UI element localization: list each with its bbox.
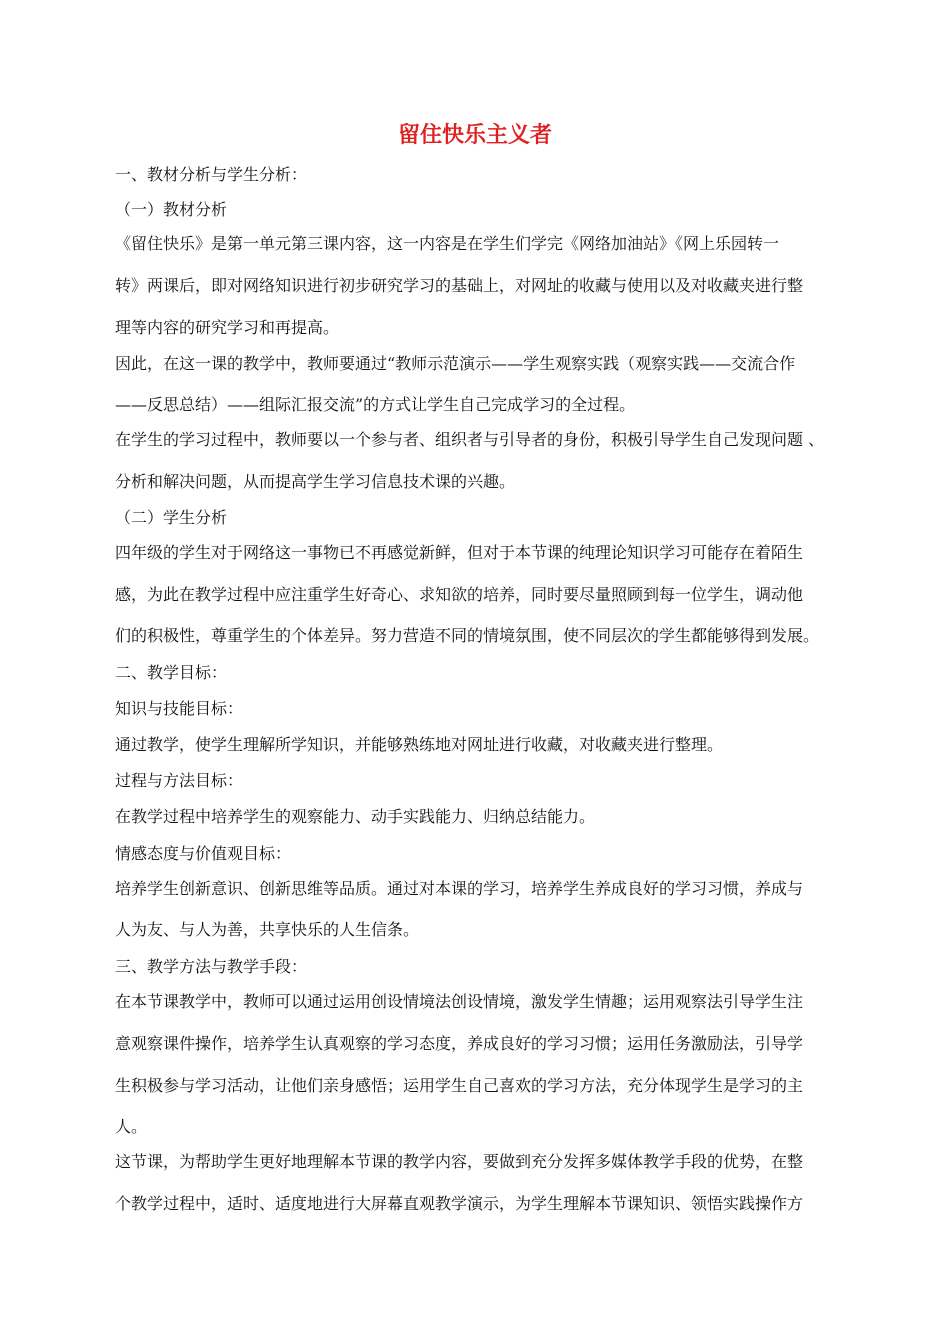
body-line: 一、教材分析与学生分析： <box>115 165 308 184</box>
body-line: 情感态度与价值观目标： <box>115 844 292 863</box>
body-line: 通过教学，使学生理解所学知识，并能够熟练地对网址进行收藏，对收藏夹进行整理。 <box>115 735 724 754</box>
body-line: 知识与技能目标： <box>115 699 244 718</box>
body-line: 三、教学方法与教学手段： <box>115 957 308 976</box>
document-title: 留住快乐主义者 <box>397 123 552 148</box>
body-line: 转》两课后，即对网络知识进行初步研究学习的基础上，对网址的收藏与使用以及对收藏夹进行整 <box>115 276 804 295</box>
body-line: 《留住快乐》是第一单元第三课内容，这一内容是在学生们学完《网络加油站》《网上乐园转一 <box>115 234 780 253</box>
body-line: 们的积极性，尊重学生的个体差异。努力营造不同的情境氛围，使不同层次的学生都能够得到发展。 <box>115 626 820 645</box>
body-line: 过程与方法目标： <box>115 771 244 790</box>
body-line: 意观察课件操作，培养学生认真观察的学习态度，养成良好的学习习惯；运用任务激励法，引导学 <box>115 1034 804 1053</box>
body-line: 四年级的学生对于网络这一事物已不再感觉新鲜，但对于本节课的纯理论知识学习可能存在着陌生 <box>115 543 804 562</box>
body-line: 在本节课教学中，教师可以通过运用创设情境法创设情境，激发学生情趣；运用观察法引导学生注 <box>115 992 804 1011</box>
body-line: 个教学过程中，适时、适度地进行大屏幕直观教学演示，为学生理解本节课知识、领悟实践操作方 <box>115 1194 804 1213</box>
body-line: 这节课，为帮助学生更好地理解本节课的教学内容，要做到充分发挥多媒体教学手段的优势，在整 <box>115 1152 804 1171</box>
body-line: 生积极参与学习活动，让他们亲身感悟；运用学生自己喜欢的学习方法，充分体现学生是学习的主 <box>115 1076 804 1095</box>
body-line: 分析和解决问题，从而提高学生学习信息技术课的兴趣。 <box>115 472 516 491</box>
body-line: 二、教学目标： <box>115 663 228 682</box>
body-line: 人为友、与人为善，共享快乐的人生信条。 <box>115 920 420 939</box>
body-line: ——反思总结）——组际汇报交流”的方式让学生自己完成学习的全过程。 <box>115 395 636 414</box>
body-line: 在学生的学习过程中，教师要以一个参与者、组织者与引导者的身份，积极引导学生自己发现问题 、 <box>115 430 825 449</box>
body-line: 因此，在这一课的教学中，教师要通过“教师示范演示——学生观察实践（观察实践——交流合作 <box>115 354 796 373</box>
body-line: 感，为此在教学过程中应注重学生好奇心、求知欲的培养，同时要尽量照顾到每一位学生，调动他 <box>115 585 804 604</box>
body-line: 培养学生创新意识、创新思维等品质。通过对本课的学习，培养学生养成良好的学习习惯，养成与 <box>115 879 804 898</box>
body-line: 理等内容的研究学习和再提高。 <box>115 318 340 337</box>
body-line: （二）学生分析 <box>115 508 228 527</box>
body-line: 在教学过程中培养学生的观察能力、动手实践能力、归纳总结能力。 <box>115 807 596 826</box>
body-line: 人。 <box>115 1117 148 1136</box>
body-line: （一）教材分析 <box>115 200 228 219</box>
